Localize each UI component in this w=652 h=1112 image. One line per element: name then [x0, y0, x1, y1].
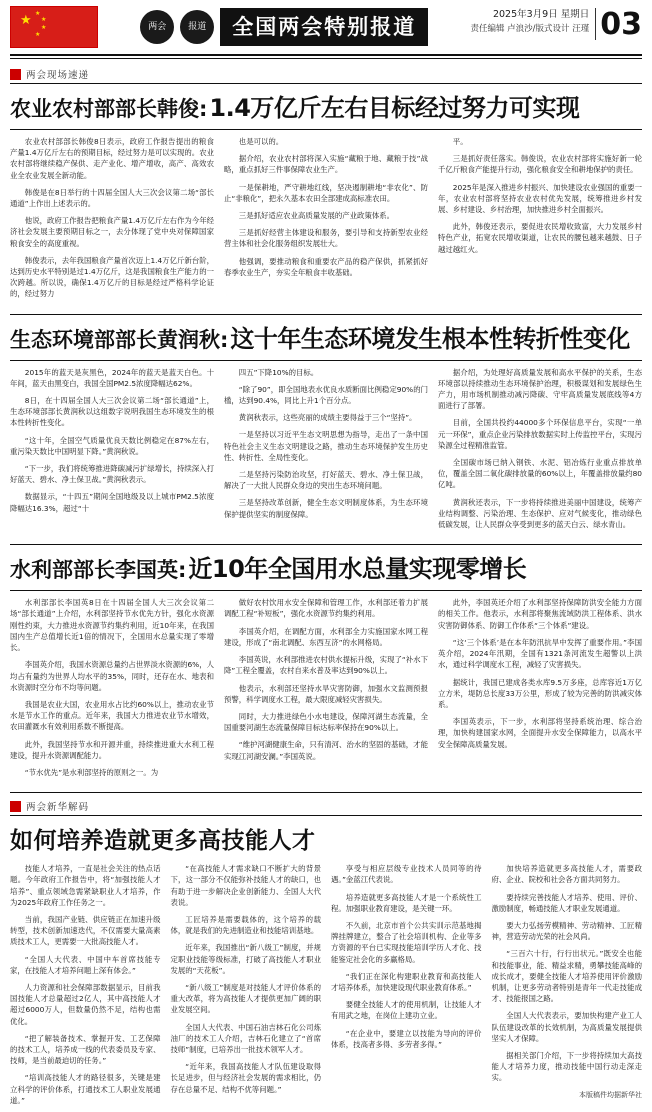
paragraph: “这十年，全国空气质量优良天数比例稳定在87%左右，重污染天数比中国明显下降。”黄润秋说。	[10, 435, 214, 456]
story2-headline	[10, 319, 642, 354]
story2-lead: 生态环境部部长黄润秋:	[10, 327, 229, 352]
paragraph: 要持续完善技能人才培养、使用、评价、激励制度，畅通技能人才职业发展通道。	[491, 892, 642, 913]
paragraph: 二是坚持污染防治攻坚，打好蓝天、碧水、净土保卫战，解决了一大批人民群众身边的突出生态环境问题。	[224, 470, 428, 491]
story2-col3	[438, 367, 642, 537]
paragraph: 8日，在十四届全国人大三次会议第二场“部长通道”上，生态环境部部长黄润秋以这组数字说明我国生态环境发生的根本性转折性变化。	[10, 396, 214, 428]
masthead-center	[98, 8, 470, 46]
paragraph: 他强调，要推动粮食和重要农产品的稳产保供，抓紧抓好春季农业生产，夯实全年粮食丰收基础。	[224, 256, 428, 277]
story1-headline	[10, 88, 642, 123]
paragraph: 人力资源和社会保障部数据显示，目前我国技能人才总量超过2亿人，其中高技能人才超过6000万人，但数量仍然不足，结构也需优化。	[10, 982, 161, 1026]
emblem-icon: 两会	[140, 10, 174, 44]
paragraph: 2015年的蓝天是灰黑色，2024年的蓝天是蓝天白色。十年间，蓝天由黑变白，我国全国PM2.5浓度降幅达62%。	[10, 367, 214, 388]
story3-col3	[438, 597, 642, 784]
page-number: 03	[595, 8, 642, 40]
story1-col3	[438, 136, 642, 306]
paragraph: 他说，政府工作报告把粮食产量1.4万亿斤左右作为今年经济社会发展主要预期目标之一，去分体现了党中央对保障国家粮食安全的高度重视。	[10, 216, 214, 248]
paragraph: 也是可以的。	[238, 137, 284, 146]
paragraph: 加快培养造就更多高技能人才，需要政府、企业、院校和社会各方面共同努力。	[491, 864, 642, 885]
section-rule-2	[10, 815, 642, 816]
paragraph: 李国英表示，下一步，水利部将坚持系统治理、综合治理，加快构建国家水网，全面提升水安全保障能力，以高水平安全保障高质量发展。	[438, 717, 642, 749]
paragraph: “全国人大代表、中国中车首席技能专家，在技能人才培养问题上深有体会。”	[10, 954, 161, 975]
feature-col3	[331, 863, 482, 1112]
paragraph: 一是坚持以习近平生态文明思想为指导，走出了一条中国特色社会主义生态文明建设之路，推动生态环境保护发生历史性、转折性、全局性变化。	[224, 430, 428, 462]
paragraph: 当前，我国产业链、供应链正在加速升级转型，技术创新加速迭代，不仅需要大量高素质技术工人，更需要一大批高技能人才。	[10, 914, 161, 947]
story3-headline	[10, 549, 642, 584]
paragraph: 李国英介绍，在调配方面，水利部全力实施国家水网工程建设，形成了“南北调配、东西互济”的水网格局。	[224, 626, 428, 647]
story2-main: 这十年生态环境发生根本性转折性变化	[230, 324, 630, 353]
story1-underline	[10, 129, 642, 130]
paragraph: 四五”下降10%的目标。	[238, 367, 319, 377]
masthead-meta	[470, 8, 589, 36]
paragraph: 李国英介绍，我国水资源总量约占世界淡水资源的6%，人均占有量约为世界人均水平的35%，同时，还存在水、地表和水资源时空分布不均等问题。	[10, 660, 214, 692]
paragraph: 三是抓好适应农业高质量发展的产业政策体系。	[238, 211, 395, 221]
paragraph: 享受与相应层级专业技术人员同等的待遇。”金蓝江代表说。	[331, 864, 482, 885]
section-label-express	[10, 67, 642, 81]
paragraph: 一是保耕地，严守耕地红线，坚决遏制耕地“非农化”、防止“非粮化”，把永久基本农田全部建成高标准农田。	[224, 182, 428, 203]
emblem-icon-2: 报道	[180, 10, 214, 44]
paragraph: 此外，李国英还介绍了水利部坚持保障防洪安全能力方面的相关工作。他表示，水利部将聚焦流域防洪工程体系、洪水灾害防御体系、防御工作体系“三个体系”建设。	[438, 598, 642, 630]
china-flag-icon: ★ ★ ★ ★ ★	[10, 6, 98, 48]
story1-main: 1.4万亿斤左右目标经过努力可实现	[209, 94, 580, 122]
paragraph: “维护河湖健康生命，只有清河、治水的坚固的基础，才能实现江河湖安澜。”李国英说。	[224, 740, 428, 761]
story2-divider	[10, 544, 642, 545]
story2-columns	[10, 367, 642, 537]
story1-columns	[10, 136, 642, 306]
masthead-title: 全国两会特别报道	[220, 8, 428, 46]
paragraph: 2025年是深入推进乡村振兴、加快建设农业强国的重要一年，农业农村部将坚持农业农村优先发展，统筹推进乡村发展、乡村建设、乡村治理，加快推进乡村全面振兴。	[438, 182, 642, 215]
paragraph: 此外，我国坚持节水和开源并重，持续推进重大水利工程建设，提升水资源调配能力。	[10, 739, 214, 760]
section-label-newsfeed	[10, 799, 642, 813]
paragraph: 数据显示，“十四五”期间全国地级及以上城市PM2.5浓度降幅达16.3%，超过“十	[10, 492, 214, 513]
story1-divider	[10, 314, 642, 315]
section-rule	[10, 83, 642, 84]
story3-divider	[10, 792, 642, 793]
paragraph: 目前，全国共投约44000多个环保信息平台，实现“一单元一环保”，重点企业污染排放数据实时上传监控平台，实现污染源全过程精准监管。	[438, 418, 642, 450]
story3-lead: 水利部部长李国英:	[10, 558, 187, 583]
paragraph: “除了90”，即全国地表水优良水质断面比例稳定90%的门槛，达到90.4%，同比上升1个百分点。	[224, 384, 428, 406]
paragraph: 全国人大代表表示，要加快构建产业工人队伍建设改革的长效机制，为高质量发展提供坚实人才保障。	[491, 1011, 642, 1043]
story1-col1	[10, 136, 214, 306]
paragraph: 要大力弘扬劳模精神、劳动精神、工匠精神，营造劳动光荣的社会风尚。	[491, 920, 642, 942]
paragraph: “下一步，我们将统筹推进降碳减污扩绿增长，持续深入打好蓝天、碧水、净土保卫战。”黄润秋表示。	[10, 464, 214, 485]
paragraph: 要健全技能人才的使用机制，让技能人才有用武之地，在岗位上建功立业。	[331, 1000, 482, 1021]
paragraph: “三百六十行，行行出状元。”既安全也能和技能事业，能、精益求精，勇攀技能高峰的成长成才，要健全技能人才培养使用评价激励机制，让更多劳动者特别是青年一代走技能成才、技能报国之路。	[491, 949, 642, 1004]
paragraph: 三是抓好经营主体建设和服务，要引导和支持新型农业经营主体和社会化服务组织发展壮大。	[224, 228, 428, 249]
story3-col1	[10, 597, 214, 784]
paragraph: “我们正在深化构建职业教育和高技能人才培养体系，加快建设现代职业教育体系。”	[331, 971, 482, 992]
paragraph: 全国人大代表、中国石油吉林石化公司炼油厂的技术工人介绍，吉林石化建立了“首席技师”制度，已培养出一批技术领军人才。	[170, 1022, 321, 1054]
paragraph: 培养造就更多高技能人才是一个系统性工程。加强职业教育建设，是关键一环。	[331, 892, 482, 913]
paragraph: 据统计，我国已建成各类水库9.5万多座，总库容近1万亿立方米，堤防总长度33万公里，形成了较为完善的防洪减灾体系。	[438, 677, 642, 709]
section-label-text-2: 两会新华解码	[26, 802, 90, 814]
paragraph: 工匠培养是需要载体的，这个培养的载体，就是我们的先进制造业和技能培训基地。	[170, 914, 321, 936]
story2-col2	[224, 367, 428, 537]
paragraph: 据介绍，农业农村部将深入实施“藏粮于地、藏粮于技”战略，重点抓好三件事保障农业生产。	[224, 154, 428, 175]
paragraph: 韩俊是在8日举行的十四届全国人大三次会议第二场“部长通道”上作出上述表示的。	[10, 187, 214, 209]
story3-columns	[10, 597, 642, 784]
paragraph: 据相关部门介绍，下一步将持续加大高技能人才培养力度，推动技能中国行动走深走实。	[491, 1050, 642, 1083]
section-mark-icon-2	[10, 801, 21, 812]
paragraph: 黄润秋还表示，下一步将持续推进美丽中国建设，统筹产业结构调整、污染治理、生态保护、应对气候变化，推动绿色低碳发展，让人民群众享受到更多的蓝天白云、绿水青山。	[438, 497, 642, 530]
story1-lead: 农业农村部部长韩俊:	[10, 97, 208, 121]
paragraph: 据介绍，为处理好高质量发展和高水平保护的关系，生态环境部以持续推动生态环境保护治理，积极谋划和发展绿色生产力，用市场机制推动减污降碳、守牢高质量发展底线等4方面进行了部署。	[438, 367, 642, 411]
paragraph: 做好农村饮用水安全保障和管理工作，水利部还着力扩展调配工程“补短板”，强化水资源节约集约利用。	[224, 598, 428, 619]
paragraph: 韩俊表示，去年我国粮食产量首次迈上1.4万亿斤新台阶，达到历史水平特别是过1.4万亿斤，这是我国粮食生产能力的一次跨越。所以说，确保1.4万亿斤的目标是经过严格科学论证的，经过努力	[10, 255, 214, 299]
paragraph: “节水优先”是水利部坚持的原则之一。为	[24, 767, 159, 777]
paragraph: “把了解装备技术、掌握开发、工艺保障的技术工人，培养成一线的代表委员及专家、技师，是当前最迫切的任务。”	[10, 1033, 161, 1066]
story2-underline	[10, 360, 642, 361]
paragraph: “在高技能人才需求缺口不断扩大的背景下，这一部分不仅能弥补技能人才的缺口，也有助于进一步解决企业创新能力、全国人大代表说。	[170, 864, 321, 907]
paragraph: “在企业中，要建立以技能为导向的评价体系，技高者多得、多劳者多得。”	[331, 1028, 482, 1049]
paragraph: 他表示，水利部还坚持水旱灾害防御，加强水文监测预报预警，科学调度水工程，最大限度减轻灾害损失。	[224, 683, 428, 704]
feature-columns	[10, 863, 642, 1112]
masthead-rule	[10, 54, 642, 59]
paragraph: 不久前，北京市首个公共实训示范基地揭牌挂牌建立，整合了社会培训机构、企业等多方资源的平台已实现技能培训学历人才化、技能鉴定社会化的多赢格局。	[331, 920, 482, 964]
section-label-text: 两会现场速递	[26, 70, 90, 81]
paragraph: 近年来，我国推出“新八级工”制度，并规定职业技能等级标准，打破了高技能人才职业发展的“天花板”。	[170, 943, 321, 975]
paragraph: “这‘三个体系’是在本年防汛抗旱中发挥了重要作用。”李国英介绍，2024年汛期，全国有1321条河流发生超警以上洪水，通过科学调度水工程，减轻了灾害损失。	[438, 637, 642, 670]
paragraph: 水利部部长李国英8日在十四届全国人大三次会议第二场“部长通道”上介绍，水利部坚持节水优先方针，强化水资源刚性约束，大力推进水资源节约集约利用，近10年来，在我国国内生产总值增长近1倍的情况下，全国用水总量实现了零增长。	[10, 598, 214, 653]
paragraph: 黄润秋表示，这些亮丽的成绩主要得益于三个“坚持”。	[238, 413, 417, 423]
story2-col1	[10, 367, 214, 537]
publish-date: 2025年3月9日 星期日	[492, 9, 590, 20]
paragraph: “新八级工”制度是对技能人才评价体系的重大改革，将为高技能人才提供更加广阔的职业发展空间。	[170, 982, 321, 1015]
story3-col2	[224, 597, 428, 784]
feature-title: 如何培养造就更多高技能人才	[10, 828, 316, 855]
paragraph: 同时，大力推进绿色小水电建设，保障河湖生态流量，全国重要河湖生态流量保障目标达标率保持在90%以上。	[224, 711, 428, 733]
feature-col2	[171, 863, 322, 1112]
paragraph: 我国是农业大国，农业用水占比约60%以上，推动农业节水是节水工作的重点。近年来，我国大力推进农业节水增效，农田灌溉水有效利用系数不断提高。	[10, 699, 214, 732]
paragraph: 三是坚持改革创新，健全生态文明制度体系，为生态环境保护提供坚实的制度保障。	[224, 498, 428, 519]
masthead	[10, 0, 642, 52]
paragraph: 全国碳市场已纳入钢铁、水泥、铝冶炼行业重点排放单位，覆盖全国二氧化碳排放量的60%以上，年覆盖排放量约80亿吨。	[438, 458, 642, 490]
story1-col2	[224, 136, 428, 306]
story3-underline	[10, 590, 642, 591]
paragraph: 此外，韩俊还表示，要促进农民增收致富，大力发展乡村特色产业，拓宽农民增收渠道，让农民的腰包越来越鼓、日子越过越红火。	[438, 222, 642, 254]
signoff: 本版稿件均据新华社	[579, 1090, 642, 1099]
section-mark-icon	[10, 69, 21, 80]
paragraph: 李国英说，水利部推进农村供水提标升级，实现了“补水下降”工程全覆盖，农村自来水普及率达到90%以上。	[224, 655, 428, 676]
feature-col4	[492, 863, 643, 1112]
paragraph: “近年来，我国高技能人才队伍建设取得长足进步，但与经济社会发展的需求相比，仍存在总量不足、结构不优等问题。”	[170, 1062, 321, 1094]
paragraph: “培训高技能人才的路径很多，关键是建立科学的评价体系，打通技术工人职业发展通道。”	[10, 1073, 161, 1105]
masthead-right	[470, 6, 642, 40]
feature-col1	[10, 863, 161, 1112]
story3-main: 近10年全国用水总量实现零增长	[188, 555, 527, 584]
paragraph: 平。	[452, 137, 468, 146]
editor-credits: 责任编辑 卢浪沙/版式设计 汪瑾	[470, 24, 590, 34]
paragraph: 农业农村部部长韩俊8日表示，政府工作报告提出的粮食产量1.4万亿斤左右的预期目标，经过努力是可以实现的。农业农村部将继续稳产保供、走产业化、增产增收，高产、高效农业全农业发展全新动能。	[10, 137, 214, 180]
paragraph: 技能人才培养，一直是社会关注的热点话题。今年政府工作报告中，将“加强技能人才培养”、重点领域急需紧缺职业人才培养，作为2025年政府工作任务之一。	[10, 864, 161, 907]
paragraph: 三是抓好责任落实。韩俊说，农业农村部将实施好新一轮千亿斤粮食产能提升行动，强化粮食安全和耕地保护的责任。	[438, 154, 642, 175]
